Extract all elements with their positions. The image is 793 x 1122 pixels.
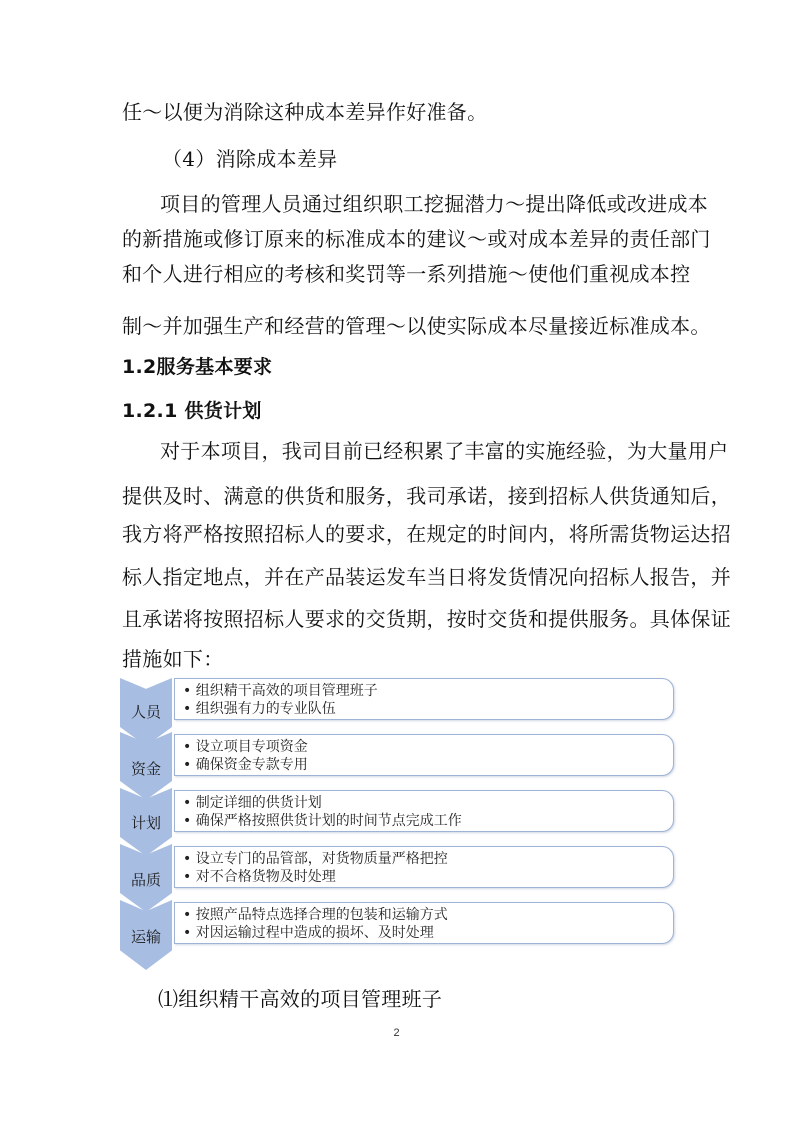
paragraph-line: 和个人进行相应的考核和奖罚等一系列措施～使他们重视成本控: [122, 262, 691, 286]
step-label: 人员: [130, 703, 161, 721]
bullet-text: • 设立项目专项资金: [183, 739, 308, 755]
bullet-text: • 确保资金专款专用: [183, 757, 308, 773]
step-label: 运输: [130, 928, 161, 946]
page-number: 2: [393, 1027, 400, 1039]
paragraph-line: 措施如下：: [122, 647, 224, 671]
bullet-text: • 设立专门的品管部，对货物质量严格把控: [183, 851, 448, 867]
paragraph-line: 项目的管理人员通过组织职工挖掘潜力～提出降低或改进成本: [160, 192, 709, 216]
paragraph-line: 我方将严格按照招标人的要求，在规定的时间内，将所需货物运达招: [122, 522, 731, 546]
bullet-text: • 制定详细的供货计划: [183, 795, 322, 811]
bullet-text: • 确保严格按照供货计划的时间节点完成工作: [183, 813, 462, 829]
bullet-text: • 对因运输过程中造成的损坏、及时处理: [183, 925, 434, 941]
step-label: 资金: [130, 760, 161, 778]
paragraph-line: 任～以便为消除这种成本差异作好准备。: [122, 100, 488, 124]
guarantee-measures-diagram: [120, 672, 680, 972]
step-box-quality: [174, 846, 674, 888]
paragraph-line: 标人指定地点，并在产品装运发车当日将发货情况向招标人报告，并: [122, 565, 731, 589]
bullet-text: • 组织精干高效的项目管理班子: [183, 683, 378, 699]
item-heading: ⑴组织精干高效的项目管理班子: [158, 987, 443, 1011]
step-label: 品质: [130, 871, 161, 889]
bullet-text: • 按照产品特点选择合理的包装和运输方式: [183, 907, 448, 923]
section-heading: 1.2服务基本要求: [122, 356, 273, 378]
bullet-text: • 对不合格货物及时处理: [183, 869, 336, 885]
paragraph-line: 制～并加强生产和经营的管理～以使实际成本尽量接近标准成本。: [122, 314, 711, 338]
step-box-transport: [174, 902, 674, 944]
step-label: 计划: [130, 814, 161, 832]
paragraph-line: 且承诺将按照招标人要求的交货期，按时交货和提供服务。具体保证: [122, 607, 731, 631]
subsection-heading: 1.2.1 供货计划: [122, 400, 262, 422]
step-box-plan: [174, 790, 674, 832]
paragraph-line: 提供及时、满意的供货和服务，我司承诺，接到招标人供货通知后，: [122, 484, 731, 508]
item-heading: （4）消除成本差异: [162, 147, 338, 171]
bullet-text: • 组织强有力的专业队伍: [183, 701, 336, 717]
step-box-funds: [174, 734, 674, 776]
paragraph-line: 的新措施或修订原来的标准成本的建议～或对成本差异的责任部门: [122, 227, 711, 251]
step-box-personnel: [174, 678, 674, 720]
paragraph-line: 对于本项目，我司目前已经积累了丰富的实施经验，为大量用户: [160, 439, 729, 463]
